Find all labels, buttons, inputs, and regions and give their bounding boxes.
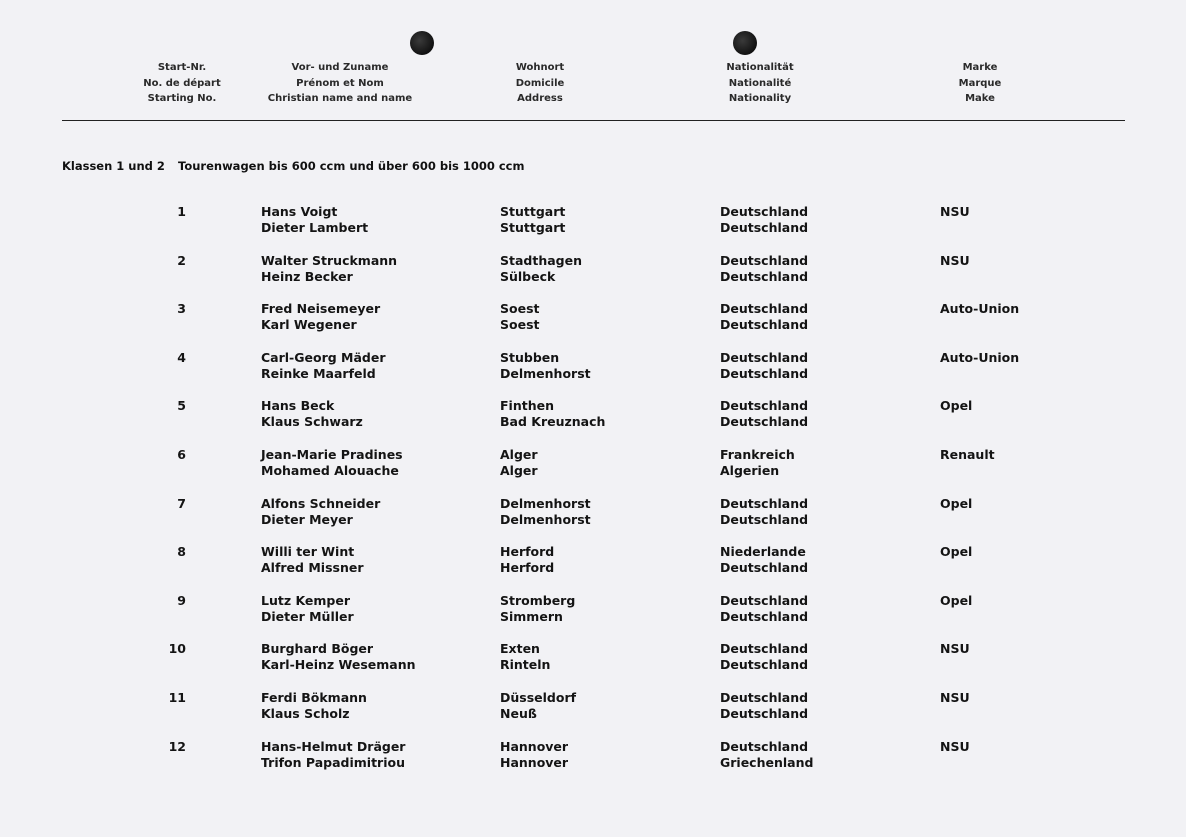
header-nationality (700, 60, 820, 107)
residences (500, 593, 575, 625)
nationalities-line: Deutschland (720, 560, 809, 576)
nationalities-line: Deutschland (720, 592, 809, 608)
car-make-line: Auto-Union (940, 349, 1020, 365)
header-label: Vor- und Zuname (291, 62, 389, 73)
driver-names-line: Jean-Marie Pradines (261, 446, 403, 462)
entry-row (0, 350, 1186, 399)
car-make (940, 398, 972, 414)
residences-line: Stuttgart (500, 220, 566, 235)
car-make-line: Opel (940, 398, 973, 414)
residences-line: Herford (500, 544, 555, 560)
driver-names-line: Hans Beck (261, 398, 335, 414)
nationalities-line: Niederlande (720, 544, 806, 560)
entry-row (0, 496, 1186, 545)
driver-names-line: Alfred Missner (261, 560, 364, 576)
residences-line: Düsseldorf (500, 689, 577, 705)
header-label: No. de départ (143, 77, 221, 89)
start-number: 11 (168, 689, 186, 705)
residences-line: Simmern (500, 608, 563, 624)
driver-names-line: Karl Wegener (261, 317, 357, 333)
start-number: 2 (177, 252, 186, 268)
header-name (255, 60, 425, 107)
header-label: Starting No. (147, 93, 217, 104)
residences-line: Alger (500, 446, 538, 462)
nationalities (720, 447, 795, 479)
nationalities-line: Frankreich (720, 446, 795, 462)
entry-row (0, 593, 1186, 642)
header-start-number (122, 60, 242, 107)
residences-line: Delmenhorst (500, 365, 591, 381)
driver-names (261, 253, 397, 285)
car-make-line: NSU (940, 252, 970, 268)
driver-names-line: Ferdi Bökmann (261, 689, 367, 705)
car-make (940, 544, 972, 560)
driver-names-line: Dieter Lambert (261, 220, 369, 235)
entry-row (0, 641, 1186, 690)
residences (500, 301, 539, 333)
nationalities-line: Deutschland (720, 398, 809, 414)
residences (500, 350, 591, 382)
car-make-line: Opel (940, 544, 973, 560)
driver-names-line: Willi ter Wint (261, 544, 355, 560)
driver-names-line: Heinz Becker (261, 268, 353, 284)
residences (500, 690, 576, 722)
entry-row (0, 739, 1186, 788)
driver-names (261, 544, 363, 576)
car-make (940, 447, 995, 463)
header-divider (62, 120, 1125, 121)
nationalities-line: Deutschland (720, 301, 809, 317)
driver-names (261, 204, 368, 236)
driver-names-line: Hans Voigt (261, 204, 338, 219)
start-number: 5 (177, 398, 186, 414)
residences-line: Stuttgart (500, 204, 566, 219)
residences-line: Rinteln (500, 657, 551, 673)
punch-hole (410, 31, 434, 55)
start-number: 4 (177, 349, 186, 365)
nationalities (720, 641, 808, 673)
car-make (940, 301, 1019, 317)
driver-names-line: Trifon Papadimitriou (261, 754, 405, 770)
entry-row (0, 447, 1186, 496)
nationalities (720, 301, 808, 333)
header-label: Marke (962, 62, 998, 73)
nationalities-line: Deutschland (720, 641, 809, 657)
section-heading (62, 159, 524, 173)
driver-names-line: Fred Neisemeyer (261, 301, 381, 317)
car-make-line: Opel (940, 495, 973, 511)
driver-names (261, 447, 403, 479)
driver-names (261, 350, 386, 382)
nationalities-line: Deutschland (720, 414, 809, 430)
driver-names-line: Karl-Heinz Wesemann (261, 657, 416, 673)
start-number: 1 (177, 204, 186, 219)
nationalities-line: Deutschland (720, 268, 809, 284)
car-make (940, 204, 970, 220)
residences (500, 496, 591, 528)
header-make (920, 60, 1040, 107)
driver-names-line: Burghard Böger (261, 641, 374, 657)
residences-line: Sülbeck (500, 268, 556, 284)
driver-names-line: Klaus Schwarz (261, 414, 363, 430)
car-make-line: Renault (940, 446, 995, 462)
nationalities-line: Deutschland (720, 705, 809, 721)
nationalities-line: Deutschland (720, 365, 809, 381)
driver-names-line: Mohamed Alouache (261, 462, 399, 478)
residences-line: Delmenhorst (500, 511, 591, 527)
start-number: 10 (168, 641, 186, 657)
nationalities (720, 496, 808, 528)
driver-names-line: Lutz Kemper (261, 592, 351, 608)
residences-line: Neuß (500, 705, 537, 721)
driver-names (261, 398, 363, 430)
header-label: Marque (958, 77, 1002, 89)
punch-hole (733, 31, 757, 55)
driver-names-line: Carl-Georg Mäder (261, 349, 386, 365)
residences-line: Alger (500, 462, 538, 478)
entry-row (0, 544, 1186, 593)
residences-line: Soest (500, 317, 540, 333)
nationalities (720, 253, 808, 285)
nationalities-line: Deutschland (720, 220, 809, 235)
driver-names-line: Reinke Maarfeld (261, 365, 376, 381)
nationalities (720, 350, 808, 382)
residences-line: Delmenhorst (500, 495, 591, 511)
car-make (940, 496, 972, 512)
residences-line: Stromberg (500, 592, 576, 608)
nationalities-line: Deutschland (720, 495, 809, 511)
nationalities-line: Deutschland (720, 689, 809, 705)
driver-names-line: Walter Struckmann (261, 252, 398, 268)
car-make-line: NSU (940, 641, 970, 657)
nationalities (720, 398, 808, 430)
car-make-line: Auto-Union (940, 301, 1020, 317)
residences (500, 544, 554, 576)
header-label: Domicile (515, 77, 565, 89)
header-label: Nationalität (726, 62, 794, 73)
header-label: Nationality (728, 93, 792, 104)
residences-line: Finthen (500, 398, 554, 414)
header-label: Address (517, 93, 563, 104)
nationalities-line: Griechenland (720, 754, 814, 770)
car-make (940, 690, 970, 706)
driver-names-line: Klaus Scholz (261, 705, 350, 721)
nationalities (720, 544, 808, 576)
residences (500, 204, 565, 236)
nationalities-line: Deutschland (720, 349, 809, 365)
car-make-line: NSU (940, 204, 970, 219)
nationalities-line: Deutschland (720, 608, 809, 624)
nationalities-line: Algerien (720, 462, 780, 478)
header-label: Christian name and name (267, 93, 413, 104)
nationalities-line: Deutschland (720, 738, 809, 754)
section-description: Tourenwagen bis 600 ccm und über 600 bis 1000 ccm (178, 159, 525, 173)
driver-names-line: Dieter Meyer (261, 511, 353, 527)
residences-line: Herford (500, 560, 555, 576)
residences-line: Soest (500, 301, 540, 317)
section-classes: Klassen 1 und 2 (62, 159, 165, 173)
header-label: Nationalité (728, 77, 792, 89)
start-number: 3 (177, 301, 186, 317)
header-label: Wohnort (515, 62, 565, 73)
car-make (940, 253, 970, 269)
header-label: Start-Nr. (157, 62, 207, 73)
entry-list (0, 204, 1186, 787)
driver-names (261, 301, 380, 333)
header-residence (480, 60, 600, 107)
residences (500, 253, 582, 285)
car-make-line: NSU (940, 738, 970, 754)
residences (500, 447, 538, 479)
start-number: 6 (177, 446, 186, 462)
car-make-line: Opel (940, 592, 973, 608)
nationalities (720, 690, 808, 722)
driver-names (261, 593, 354, 625)
nationalities (720, 204, 808, 236)
driver-names (261, 496, 380, 528)
entry-row (0, 301, 1186, 350)
start-number: 7 (177, 495, 186, 511)
residences (500, 398, 605, 430)
car-make (940, 641, 970, 657)
driver-names-line: Hans-Helmut Dräger (261, 738, 406, 754)
driver-names (261, 690, 367, 722)
car-make (940, 350, 1019, 366)
start-number: 8 (177, 544, 186, 560)
car-make (940, 593, 972, 609)
header-label: Make (965, 93, 995, 104)
residences-line: Stadthagen (500, 252, 582, 268)
car-make (940, 739, 970, 755)
nationalities (720, 739, 813, 771)
start-number: 12 (168, 738, 186, 754)
residences-line: Bad Kreuznach (500, 414, 606, 430)
residences (500, 641, 550, 673)
driver-names-line: Alfons Schneider (261, 495, 381, 511)
residences-line: Hannover (500, 754, 569, 770)
nationalities (720, 593, 808, 625)
nationalities-line: Deutschland (720, 657, 809, 673)
residences-line: Stubben (500, 349, 560, 365)
entry-row (0, 690, 1186, 739)
car-make-line: NSU (940, 689, 970, 705)
start-number: 9 (177, 592, 186, 608)
residences (500, 739, 568, 771)
entry-row (0, 204, 1186, 253)
nationalities-line: Deutschland (720, 511, 809, 527)
entry-row (0, 398, 1186, 447)
residences-line: Hannover (500, 738, 569, 754)
driver-names (261, 739, 405, 771)
driver-names (261, 641, 416, 673)
header-label: Prénom et Nom (296, 77, 384, 89)
entry-row (0, 253, 1186, 302)
nationalities-line: Deutschland (720, 204, 809, 219)
residences-line: Exten (500, 641, 540, 657)
nationalities-line: Deutschland (720, 252, 809, 268)
nationalities-line: Deutschland (720, 317, 809, 333)
driver-names-line: Dieter Müller (261, 608, 354, 624)
